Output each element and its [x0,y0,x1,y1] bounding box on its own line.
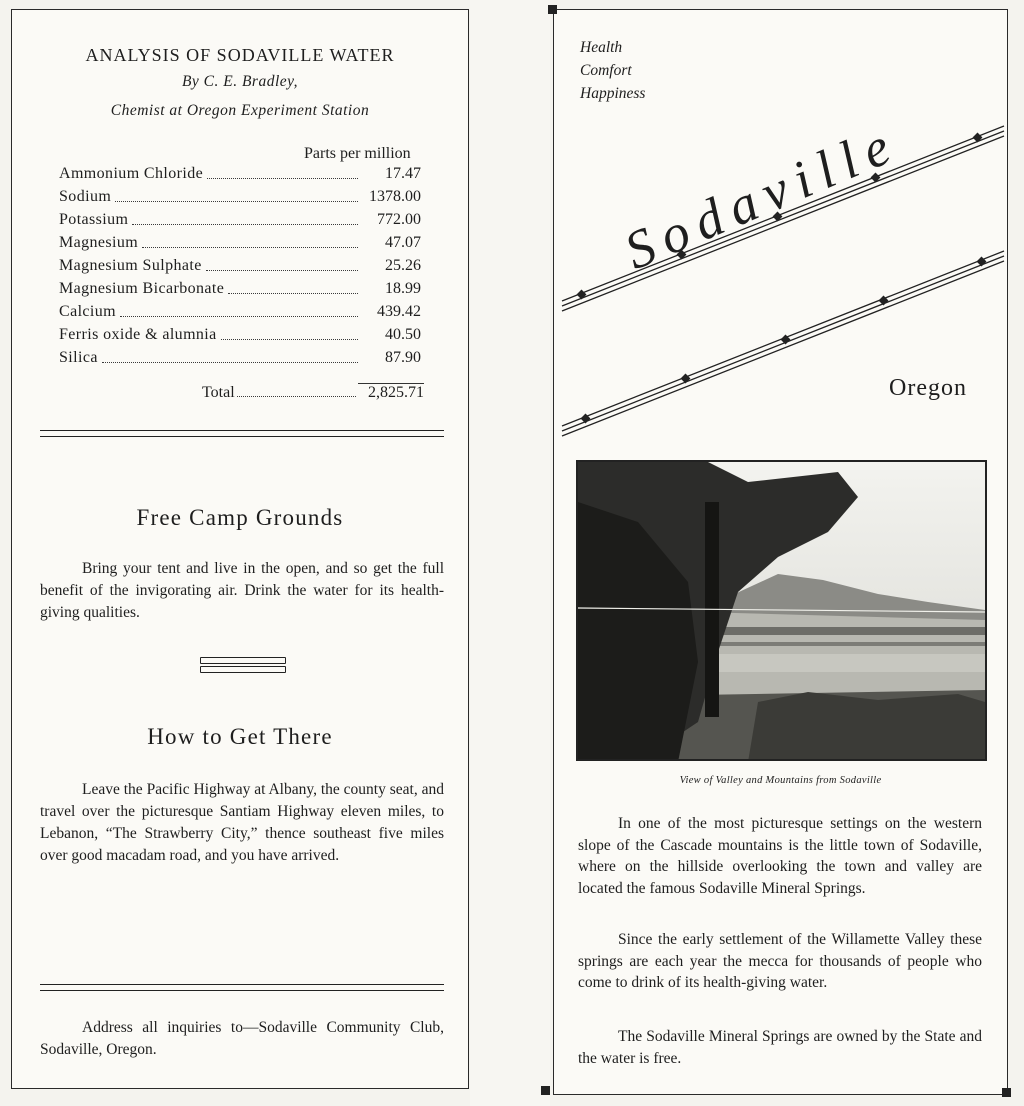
row-value: 87.90 [385,349,421,366]
corner-ornament [548,5,557,14]
analysis-byline-affiliation: Chemist at Oregon Experiment Station [110,102,370,119]
dot-leader [115,201,358,202]
analysis-row [59,346,421,368]
right-page [553,9,1008,1095]
dot-leader [120,316,358,317]
row-name: Ferris oxide & alumnia [59,326,217,343]
row-name: Magnesium Bicarbonate [59,280,225,297]
motto-line: Happiness [580,85,646,102]
row-value: 25.26 [385,257,421,274]
dot-leader [102,362,358,363]
town-name-title: Sodaville [616,112,908,282]
corner-ornament [541,1086,550,1095]
row-name: Magnesium [59,234,139,251]
corner-ornament [1002,1088,1011,1097]
analysis-row [59,277,421,299]
row-name: Ammonium Chloride [59,165,204,182]
analysis-row [59,185,421,207]
valley-photo [576,460,987,761]
analysis-total-row [202,380,424,402]
dot-leader [207,178,358,179]
intro-paragraph: In one of the most picturesque settings on the western slope of the Cascade mountains is the little town of Sodaville, where on the hillside overlooking the town and valley are located the famous Sodaville Mineral Springs. [578,815,982,897]
row-name: Magnesium Sulphate [59,257,202,274]
camp-heading: Free Camp Grounds [136,505,344,530]
left-page [11,9,469,1089]
row-name: Calcium [59,303,117,320]
row-value: 47.07 [385,234,421,251]
row-value: 40.50 [385,326,421,343]
dot-leader [132,224,358,225]
motto-line: Health [580,39,623,56]
dot-leader [221,339,358,340]
address-text: Address all inquiries to—Sodaville Community Club, Sodaville, Oregon. [40,1019,444,1058]
analysis-row [59,208,421,230]
analysis-row [59,162,421,184]
dot-leader [228,293,358,294]
ownership-paragraph: The Sodaville Mineral Springs are owned by the State and the water is free. [578,1028,982,1067]
camp-text: Bring your tent and live in the open, and so get the full benefit of the invigorating air. Drink the water for its health-giving qualities. [40,560,444,621]
row-name: Sodium [59,188,112,205]
row-value: 17.47 [385,165,421,182]
row-name: Silica [59,349,98,366]
dot-leader [206,270,358,271]
analysis-byline-author: By C. E. Bradley, [181,73,299,90]
row-value: 772.00 [377,211,421,228]
analysis-title: ANALYSIS OF SODAVILLE WATER [85,45,395,65]
directions-heading: How to Get There [147,724,333,749]
analysis-row [59,323,421,345]
row-value: 18.99 [385,280,421,297]
total-label: Total [202,384,235,401]
units-label: Parts per million [304,145,411,162]
motto-line: Comfort [580,62,632,79]
analysis-row [59,254,421,276]
double-rule-divider [40,430,444,437]
dot-leader [237,396,356,397]
total-value: 2,825.71 [358,383,424,402]
row-value: 439.42 [377,303,421,320]
state-name: Oregon [889,375,967,401]
analysis-row [59,300,421,322]
ornament-divider [200,657,284,673]
row-value: 1378.00 [369,188,421,205]
analysis-row [59,231,421,253]
photo-caption: View of Valley and Mountains from Sodaville [679,775,882,786]
history-paragraph: Since the early settlement of the Willamette Valley these springs are each year the mecca for thousands of people who come to drink of its health-giving water. [578,931,982,991]
dot-leader [142,247,358,248]
directions-text: Leave the Pacific Highway at Albany, the county seat, and travel over the picturesque Santiam Highway eleven miles, to Lebanon, “The Strawberry City,” thence southeast five miles over good macadam road, and you have arrived. [40,781,444,864]
row-name: Potassium [59,211,129,228]
page-gutter [470,0,550,1106]
double-rule-divider [40,984,444,991]
